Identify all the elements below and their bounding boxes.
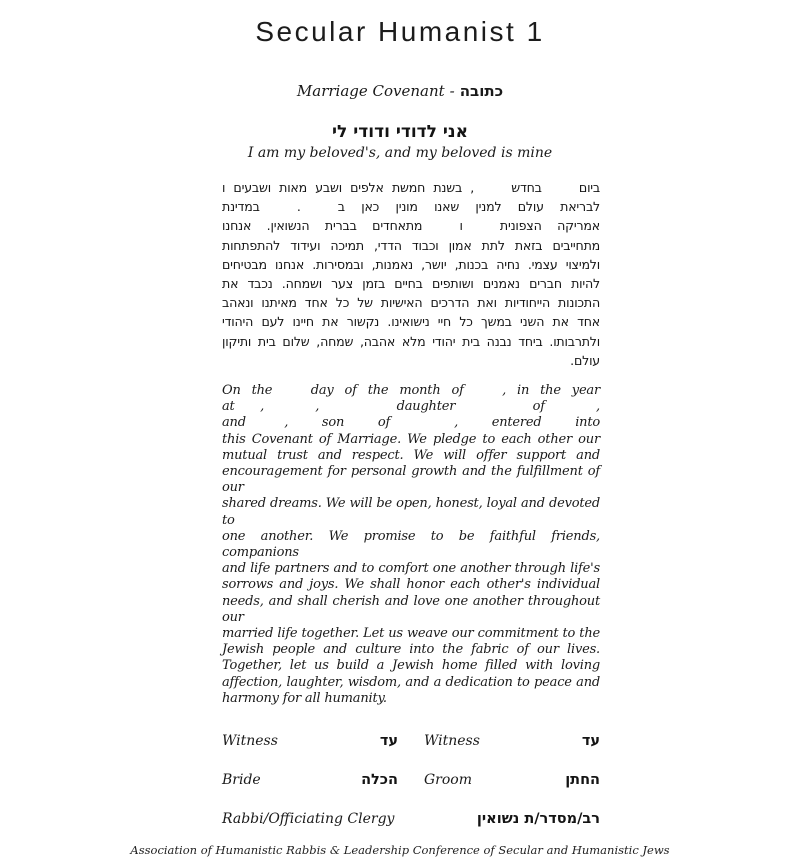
witness-left-cell [222, 733, 398, 749]
groom-label: Groom [424, 772, 473, 789]
hebrew-line: ביום בחדש , בשנת חמשת אלפים ושבע מאות ושבעים ו [222, 180, 600, 195]
witness-right-hebrew-label: עד [581, 733, 600, 750]
english-line: needs, and shall cherish and love one another throughout our [222, 593, 600, 625]
english-line: at , , daughter of , [222, 399, 600, 415]
subtitle-hebrew: כתובה [459, 82, 504, 100]
hebrew-line: להיות חברים נאמנים ושותפים בחיים בזמן צער ושמחה. נכבד את [222, 276, 600, 292]
groom-cell [424, 772, 600, 788]
english-line: married life together. Let us weave our commitment to the [222, 626, 600, 642]
bride-groom-row [222, 772, 600, 788]
signature-section [222, 733, 600, 827]
hebrew-line: עולם. [570, 352, 600, 368]
english-line: mutual trust and respect. We will offer support and [222, 447, 600, 463]
witness-right-label: Witness [424, 733, 480, 750]
verse-english: I am my beloved's, and my beloved is mine [247, 145, 553, 161]
english-line: Together, let us build a Jewish home filled with loving [222, 658, 600, 674]
english-covenant-paragraph [222, 383, 600, 707]
subtitle [0, 82, 800, 100]
witness-left-label: Witness [222, 733, 278, 750]
hebrew-line: לבריאת עולם למנין שאנו מונין כאן ב . במדינת [222, 199, 600, 215]
hebrew-line: ולתרבותו. ביחד נבנה בית יהודי מלא אהבה, שמחה, שלום בית ותיקון [222, 333, 600, 349]
english-line: harmony for all humanity. [222, 690, 387, 706]
witness-left-hebrew-label: עד [379, 733, 398, 750]
hebrew-line: מתחייבים בזאת לתת אמון וכבוד הדדי, תמיכה ועידוד להתפתחות [222, 237, 600, 253]
hebrew-covenant-paragraph [222, 178, 600, 370]
page-title: Secular Humanist 1 [255, 16, 545, 47]
bride-hebrew-label: הכלה [361, 772, 398, 789]
english-line: On the day of the month of , in the year [222, 383, 600, 399]
hebrew-line: אחד את השני במשך כל חיי נישואינו. נקשור את חיינו לעם היהודי [222, 314, 600, 330]
subtitle-english: Marriage Covenant [296, 82, 445, 100]
english-line: and life partners and to comfort one another through life's [222, 561, 600, 577]
bride-label: Bride [222, 772, 261, 789]
bride-cell [222, 772, 398, 788]
english-line: this Covenant of Marriage. We pledge to each other our [222, 431, 600, 447]
english-line: encouragement for personal growth and the fulfillment of our [222, 464, 600, 496]
english-line: shared dreams. We will be open, honest, loyal and devoted to [222, 496, 600, 528]
english-line: and , son of , entered into [222, 415, 600, 431]
footer-attribution: Association of Humanistic Rabbis & Leadership Conference of Secular and Humanistic Jews [130, 843, 670, 857]
clergy-hebrew-label: רב/מסדר/ת נשואין [476, 811, 600, 828]
verse-hebrew: אני לדודי ודודי לי [332, 122, 468, 142]
witness-row [222, 733, 600, 749]
witness-right-cell [424, 733, 600, 749]
english-line: Jewish people and culture into the fabric of our lives. [222, 642, 600, 658]
hebrew-line: ולמיצוי עצמי. נחיה בכנות, יושר, נאמנות, ובמסירות. אנחנו מבטיחים [222, 256, 600, 272]
clergy-label: Rabbi/Officiating Clergy [222, 811, 395, 828]
groom-hebrew-label: החתן [565, 772, 600, 789]
english-line: affection, laughter, wisdom, and a dedication to peace and [222, 674, 600, 690]
english-line: one another. We promise to be faithful friends, companions [222, 528, 600, 561]
clergy-row [222, 811, 600, 827]
hebrew-line: אמריקה הצפונית ו מתאחדים בברית הנשואין. אנחנו [222, 218, 600, 234]
hebrew-line: התכונות הייחודיות ואת הדרכים האישיות של כל אחד מאיתנו ונאהב [222, 295, 600, 311]
subtitle-separator: - [449, 82, 455, 100]
english-line: sorrows and joys. We shall honor each other's individual [222, 577, 600, 593]
